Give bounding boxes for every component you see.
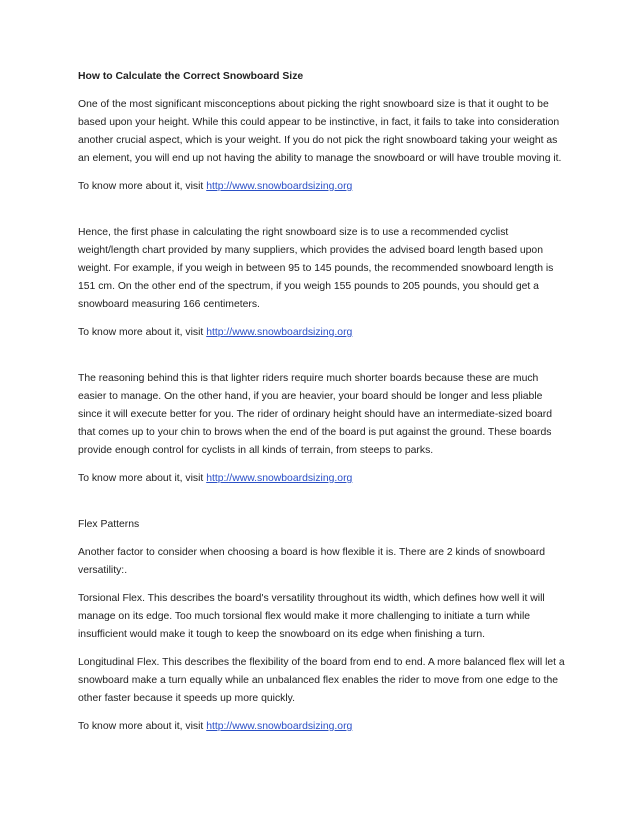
paragraph: One of the most significant misconceptions about picking the right snowboard size is that it ought to be based upon your height. While this could appear to be instinctive, in fact, it fails to take into consideration another crucial aspect, which is your weight. If you do not pick the right snowboard taking your weight as an element, you will end up not having the ability to manage the snowboard or will have trouble moving it. — [78, 99, 562, 164]
paragraph: Hence, the first phase in calculating the right snowboard size is to use a recommended cyclist weight/length chart provided by many suppliers, which provides the advised board length based upon weight. For example, if you weigh in between 95 to 145 pounds, the recommended snowboard length is 151 cm. On the other end of the spectrum, if you weigh 155 pounds to 205 pounds, you should get a snowboard measuring 166 centimeters. — [78, 227, 554, 310]
visit-line — [78, 324, 568, 342]
visit-prefix: To know more about it, visit — [78, 327, 207, 338]
document-page — [78, 68, 568, 746]
section-2 — [78, 224, 568, 342]
document-title: How to Calculate the Correct Snowboard Size — [78, 71, 304, 82]
paragraph: Longitudinal Flex. This describes the flexibility of the board from end to end. A more balanced flex will let a snowboard make a turn equally while an unbalanced flex enables the rider to move from one edge to the other faster because it speeds up more quickly. — [78, 657, 565, 704]
visit-line — [78, 718, 568, 736]
snowboardsizing-link[interactable]: http://www.snowboardsizing.org — [206, 721, 353, 732]
spacer — [78, 498, 568, 516]
visit-prefix: To know more about it, visit — [78, 473, 207, 484]
snowboardsizing-link[interactable]: http://www.snowboardsizing.org — [206, 327, 353, 338]
section-4 — [78, 516, 568, 736]
visit-prefix: To know more about it, visit — [78, 721, 207, 732]
section-3 — [78, 370, 568, 488]
paragraph: Torsional Flex. This describes the board's versatility throughout its width, which defines how well it will manage on its edge. Too much torsional flex would make it more challenging to initiate a turn while insufficient would make it tough to keep the snowboard on its edge when finishing a turn. — [78, 593, 545, 640]
section-heading-flex-patterns: Flex Patterns — [78, 519, 140, 530]
snowboardsizing-link[interactable]: http://www.snowboardsizing.org — [206, 473, 353, 484]
visit-line — [78, 470, 568, 488]
section-1 — [78, 96, 568, 196]
paragraph: Another factor to consider when choosing a board is how flexible it is. There are 2 kinds of snowboard versatility:. — [78, 547, 546, 576]
visit-line — [78, 178, 568, 196]
visit-prefix: To know more about it, visit — [78, 181, 207, 192]
spacer — [78, 206, 568, 224]
paragraph: The reasoning behind this is that lighter riders require much shorter boards because these are much easier to manage. On the other hand, if you are heavier, your board should be longer and less pliable since it will execute better for you. The rider of ordinary height should have an intermediate-sized board that comes up to your chin to brows when the end of the board is put against the ground. These boards provide enough control for cyclists in all kinds of terrain, from steeps to parks. — [78, 373, 552, 456]
snowboardsizing-link[interactable]: http://www.snowboardsizing.org — [206, 181, 353, 192]
spacer — [78, 352, 568, 370]
